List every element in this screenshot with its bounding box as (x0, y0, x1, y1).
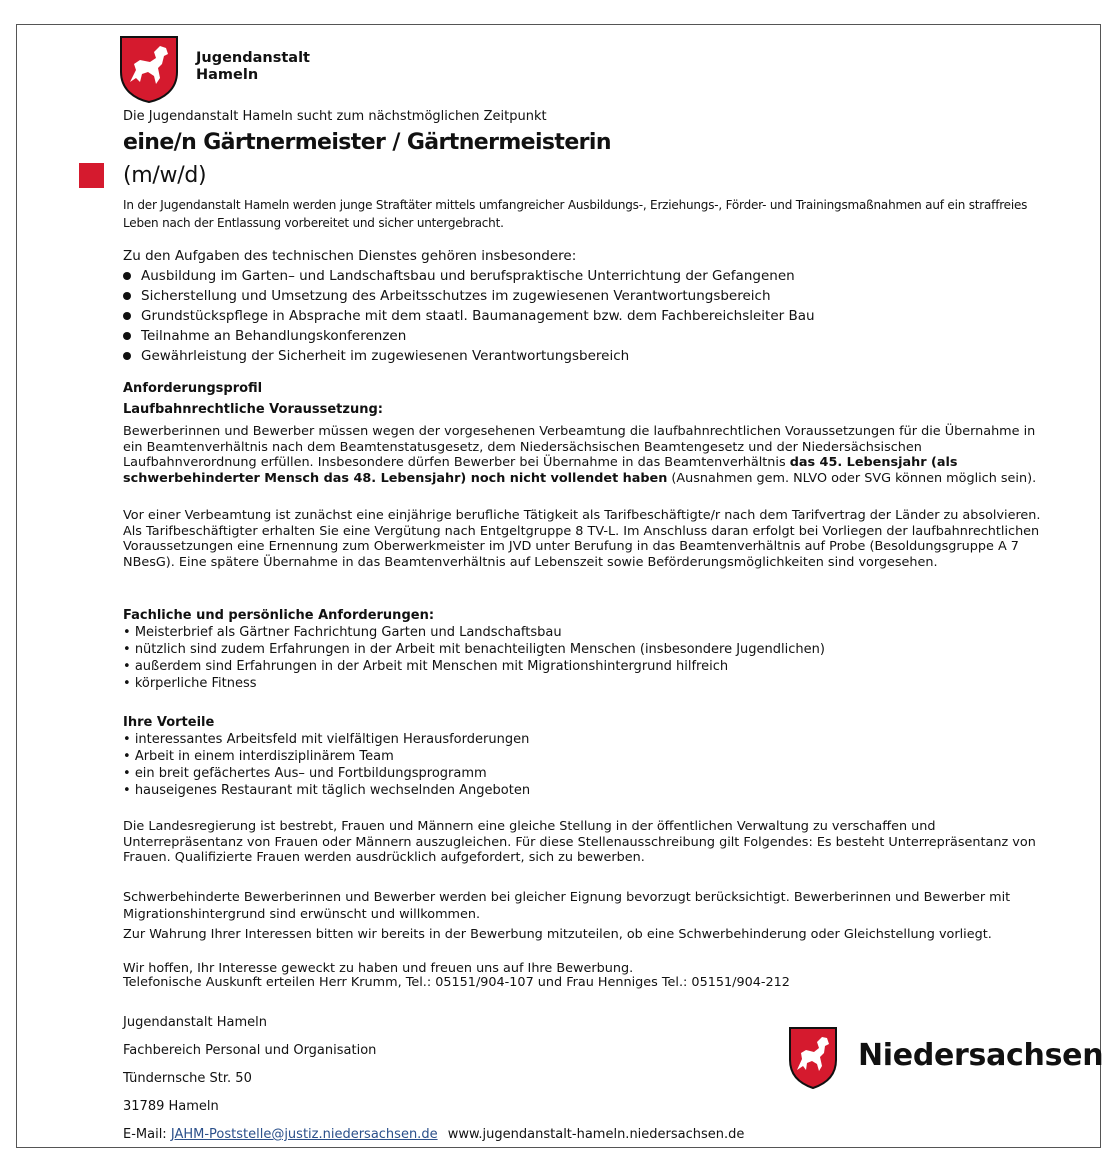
requirements-list (123, 624, 1063, 692)
profile-paragraph-1 (123, 424, 1048, 486)
profile-section (123, 380, 1063, 486)
intro-text: Die Jugendanstalt Hameln sucht zum nächstmöglichen Zeitpunkt (123, 109, 547, 124)
list-item: • körperliche Fitness (123, 675, 1063, 692)
profile-heading: Anforderungsprofil (123, 381, 263, 396)
interests-paragraph: Zur Wahrung Ihrer Interessen bitten wir bereits in der Bewerbung mitzuteilen, ob eine Schwerbehinderung oder Gleichstellung vorliegt. (123, 927, 992, 942)
equality-paragraph: Die Landesregierung ist bestrebt, Frauen und Männern eine gleiche Stellung in der öffentlichen Verwaltung zu verschaffen und Unterrepräsentanz von Frauen oder Männern auszugleichen. Für diese Stellenausschreibung gilt Folgendes: Es besteht Unterrepräsentanz von Frauen. Qualifizierte Frauen werden ausdrücklich aufgefordert, sich zu bewerben. (123, 819, 1036, 865)
job-title: eine/n Gärtnermeister / Gärtnermeisterin (123, 130, 611, 155)
profile-p1-text: Bewerberinnen und Bewerber müssen wegen der vorgesehenen Verbeamtung die laufbahnrechtlichen Voraussetzungen für die Übernahme in ein Beamtenverhältnis nach dem Beamtenstatusgesetz, dem Niedersächsischen Beamtengesetz und der Niedersächsischen Laufbahnverordnung erfüllen. Insbesondere dürfen Bewerber bei Übernahme in das Beamtenverhältnis (123, 424, 1036, 470)
address-block (123, 1009, 1063, 1149)
website-text: www.jugendanstalt-hameln.niedersachsen.de (447, 1127, 745, 1142)
accent-square (79, 163, 104, 188)
contact-line (123, 1121, 1063, 1149)
list-item: • ein breit gefächertes Aus– und Fortbildungsprogramm (123, 765, 1063, 782)
list-item: Ausbildung im Garten– und Landschaftsbau und berufspraktische Unterrichtung der Gefangenen (123, 266, 1063, 286)
requirements-heading: Fachliche und persönliche Anforderungen: (123, 608, 435, 623)
org-logo-text (196, 50, 310, 84)
address-dept: Fachbereich Personal und Organisation (123, 1043, 377, 1058)
closing-section (123, 962, 1063, 990)
profile-paragraph-2: Vor einer Verbeamtung ist zunächst eine einjährige berufliche Tätigkeit als Tarifbeschäftigte/r nach dem Tarifvertrag der Länder zu absolvieren. Als Tarifbeschäftigter erhalten Sie eine Vergütung nach Entgeltgruppe 8 TV-L. Im Anschluss daran erfolgt bei Vorliegen der laufbahnrechtlichen Voraussetzungen eine Ernennung zum Oberwerkmeister im JVD unter Berufung in das Beamtenverhältnis auf Probe (Besoldungsgruppe A 7 NBesG). Eine spätere Übernahme in das Beamtenverhältnis auf Lebenszeit sowie Beförderungsmöglichkeiten sind vorgesehen. (123, 508, 1041, 570)
tasks-section (123, 248, 1063, 366)
list-item: • hauseigenes Restaurant mit täglich wechselnden Angeboten (123, 782, 1063, 799)
benefits-list (123, 731, 1063, 799)
list-item: Sicherstellung und Umsetzung des Arbeitsschutzes im zugewiesenen Verantwortungsbereich (123, 286, 1063, 306)
address-street: Tündernsche Str. 50 (123, 1071, 252, 1086)
address-city: 31789 Hameln (123, 1099, 219, 1114)
list-item: • interessantes Arbeitsfeld mit vielfältigen Herausforderungen (123, 731, 1063, 748)
benefits-section (123, 714, 1063, 799)
email-link[interactable]: JAHM-Poststelle@justiz.niedersachsen.de (170, 1127, 438, 1142)
list-item: Grundstückspflege in Absprache mit dem staatl. Baumanagement bzw. dem Fachbereichsleiter Bau (123, 306, 1063, 326)
niedersachsen-wordmark: Niedersachsen (858, 1038, 1104, 1073)
benefits-heading: Ihre Vorteile (123, 715, 215, 730)
list-item: Gewährleistung der Sicherheit im zugewiesenen Verantwortungsbereich (123, 346, 1063, 366)
gender-note: (m/w/d) (123, 163, 207, 188)
tasks-heading: Zu den Aufgaben des technischen Dienstes gehören insbesondere: (123, 248, 577, 264)
profile-p1-end: (Ausnahmen gem. NLVO oder SVG können möglich sein). (667, 470, 1037, 486)
list-item: • Arbeit in einem interdisziplinärem Team (123, 748, 1063, 765)
list-item: • nützlich sind zudem Erfahrungen in der Arbeit mit benachteiligten Menschen (insbesondere Jugendlichen) (123, 641, 1063, 658)
list-item: • außerdem sind Erfahrungen in der Arbeit mit Menschen mit Migrationshintergrund hilfreich (123, 658, 1063, 675)
org-name-line1: Jugendanstalt (196, 50, 310, 66)
list-item: Teilnahme an Behandlungskonferenzen (123, 326, 1063, 346)
tasks-list (123, 266, 1063, 366)
list-item: • Meisterbrief als Gärtner Fachrichtung Garten und Landschaftsbau (123, 624, 1063, 641)
profile-p1-bold: das 45. Lebensjahr (als schwerbehinderter Mensch das 48. Lebensjahr) noch nicht vollendet haben (123, 455, 958, 486)
disability-paragraph: Schwerbehinderte Bewerberinnen und Bewerber werden bei gleicher Eignung bevorzugt berücksichtigt. Bewerberinnen und Bewerber mit Migrationshintergrund sind erwünscht und willkommen. (123, 890, 1011, 922)
closing-line-2: Telefonische Auskunft erteilen Herr Krumm, Tel.: 05151/904-107 und Frau Henniges Tel.: 05151/904-212 (123, 975, 790, 990)
closing-line-1: Wir hoffen, Ihr Interesse geweckt zu haben und freuen uns auf Ihre Bewerbung. (123, 961, 634, 976)
profile-subheading: Laufbahnrechtliche Voraussetzung: (123, 402, 383, 417)
address-org: Jugendanstalt Hameln (123, 1015, 267, 1030)
lower-saxony-horse-logo (118, 34, 180, 104)
niedersachsen-horse-logo (788, 1026, 838, 1090)
requirements-section (123, 607, 1063, 692)
org-name-line2: Hameln (196, 67, 259, 83)
lead-paragraph: In der Jugendanstalt Hameln werden junge Straftäter mittels umfangreicher Ausbildungs-, Erziehungs-, Förder- und Trainingsmaßnahmen auf ein straffreies Leben nach der Entlassung vorbereitet und sicher untergebracht. (123, 198, 1028, 230)
email-label: E-Mail: (123, 1127, 167, 1142)
